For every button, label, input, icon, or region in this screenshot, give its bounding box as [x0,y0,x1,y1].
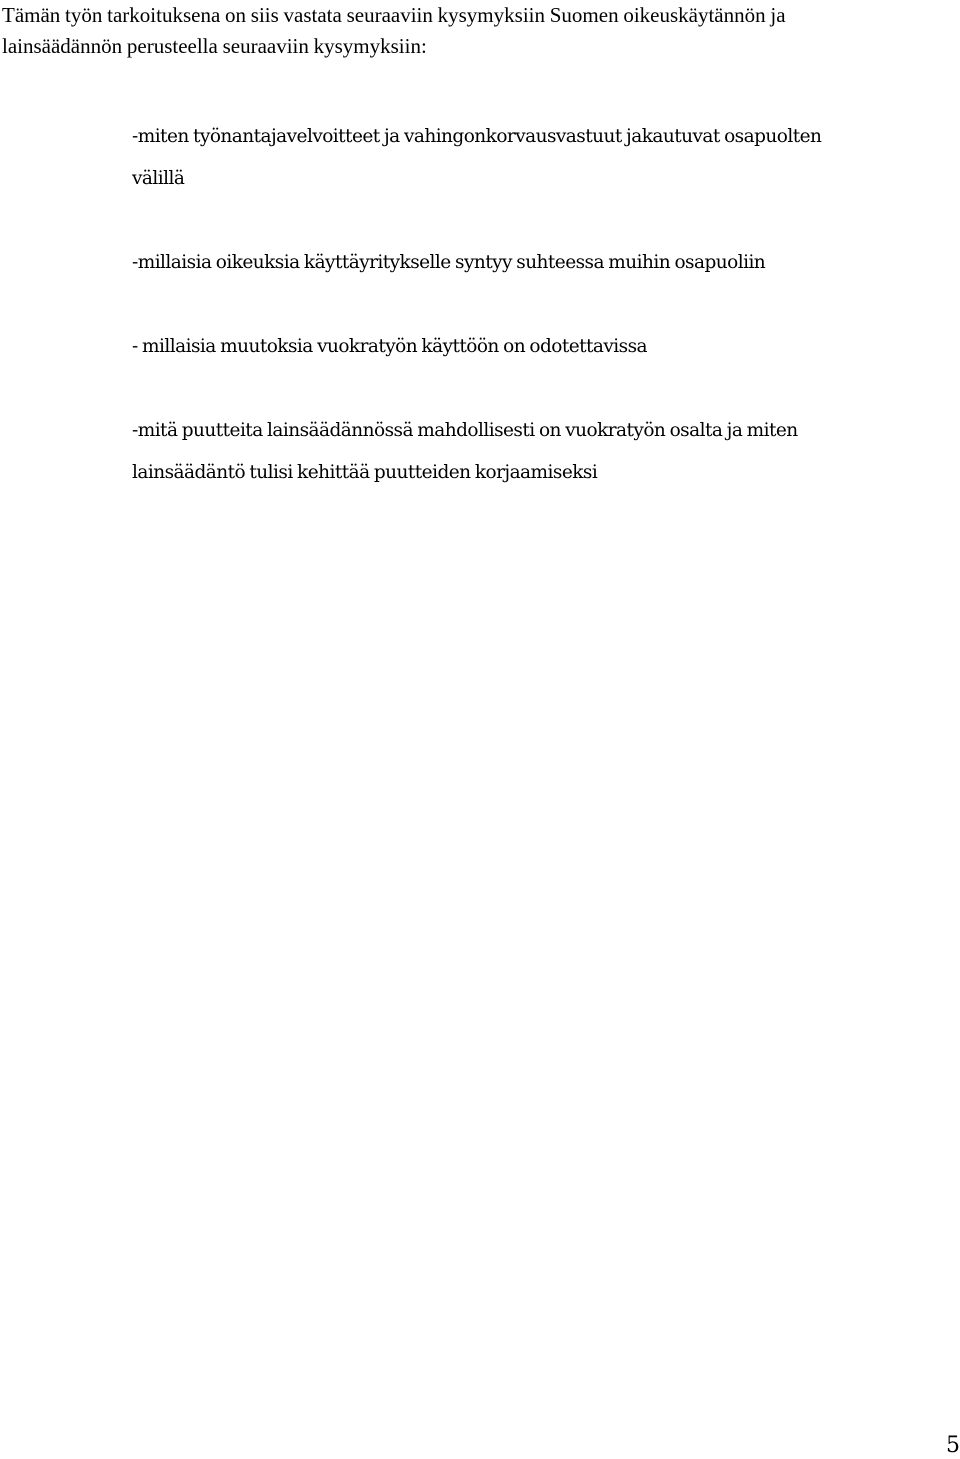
question-line: -millaisia oikeuksia käyttäyritykselle syntyy suhteessa muihin osapuoliin [132,252,766,273]
question-line: -mitä puutteita lainsäädännössä mahdollisesti on vuokratyön osalta ja miten [132,420,798,441]
question-line: - millaisia muutoksia vuokratyön käyttöön on odotettavissa [132,336,648,357]
question-line: -miten työnantajavelvoitteet ja vahingonkorvausvastuut jakautuvat osapuolten [132,126,822,147]
question-line: välillä [132,168,185,189]
question-item-legislation-gaps [132,410,952,494]
question-item-employer-obligations [132,116,952,200]
question-line: lainsäädäntö tulisi kehittää puutteiden korjaamiseksi [132,462,598,483]
page-number: 5 [946,1433,960,1458]
intro-line: Tämän työn tarkoituksena on siis vastata seuraaviin kysymyksiin Suomen oikeuskäytännön ja [2,3,786,27]
question-item-user-company-rights [132,242,952,284]
question-item-expected-changes [132,326,952,368]
intro-paragraph [2,0,958,62]
intro-line: lainsäädännön perusteella seuraaviin kysymyksiin: [2,34,427,58]
